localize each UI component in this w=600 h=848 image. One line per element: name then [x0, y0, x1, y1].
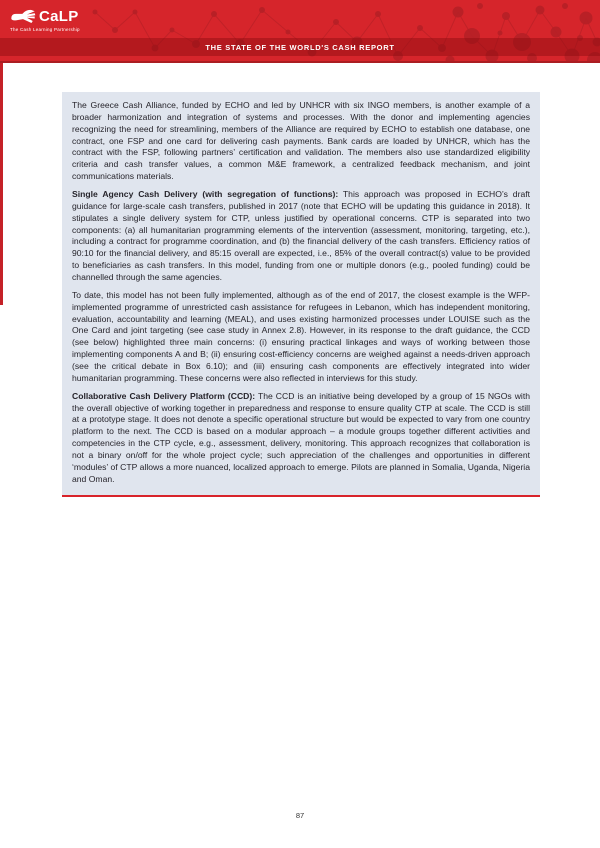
left-edge-stripe-decoration [0, 63, 3, 305]
paragraph-text: This approach was proposed in ECHO’s draft guidance for large-scale cash transfers, published in 2017 (note that ECHO will be updating this guidance in 2018). It stipulates a single delivery system for CTP, unless justified by operational concerns. CTP is separated into two components: (a) all humanitarian programming elements of the intervention (assessment, monitoring, targeting, etc.), including a contract for programme coordination, and (b) the financial delivery of the cash transfers. Efficiency ratios of 90:10 for the financial delivery, and 85:15 overall are expected, i.e., 85% of the overall contract(s) value to be provided to beneficiaries as cash transfers. In this model, funding from one or multiple donors (e.g., pooled funding) could be channelled through the same agencies. [72, 189, 531, 283]
paragraph-greece-cash-alliance [72, 100, 530, 183]
highlight-text-box [62, 92, 540, 497]
page-number: 87 [295, 811, 305, 820]
paragraph-text: The CCD is an initiative being developed by a group of 15 NGOs with the overall objective of working together in preparedness and response to ensure quality CTP at scale. The CCD is still at a prototype stage. It does not denote a specific operational structure but would be expected to vary from one country platform to the next. The CCD is based on a modular approach – a module groups together different activities and competencies in the CTP cycle, e.g., assessment, delivery, monitoring. This approach recognizes that collaboration is not a binary on/off for the whole project cycle; such appreciation of the challenges and opportunities in different ‘modules’ of CTP allows a more nuanced, localized approach to emerge. Pilots are planned in Somalia, Uganda, Nigeria and Oman. [72, 390, 531, 484]
paragraph-single-agency-cash-delivery [72, 189, 530, 284]
paragraph-collaborative-cash-delivery [72, 391, 530, 486]
report-header [0, 0, 600, 63]
paragraph-text: To date, this model has not been fully implemented, although as of the end of 2017, the closest example is the WFP-implemented programme of unrestricted cash assistance for refugees in Lebanon, which has independent monitoring, evaluation, accountability and learning (MEAL), and uses existing harmonized processes under LOUISE such as the One Card and joint targeting (see case study in Annex 2.8). However, in its response to the draft guidance, the CCD (see below) highlighted three main concerns: (i) ensuring practical linkages and ways of working between those implementing components A and B; (ii) ensuring cost-efficiency concerns are weighed against a needs-driven approach (see the critical debate in Box 6.10); and (iii) ensuring cash components are effectively integrated into wider humanitarian programming. These concerns were also reflected in interviews for this study. [72, 289, 530, 383]
calp-logo [10, 8, 80, 32]
paragraph-model-implementation [72, 290, 530, 385]
logo-wordmark: CaLP [39, 8, 79, 25]
paragraph-text: The Greece Cash Alliance, funded by ECHO and led by UNHCR with six INGO members, is another example of a broader harmonization and integration of systems and processes. With the donor and implementing agencies recognizing the need for streamlining, members of the Alliance are required by ECHO to establish one database, one contract, one FSP and one card for delivering cash payments. Bank cards are loaded by UNHCR, which has the contract with the FSP, following partners’ certification and validation. The members also use standardized eligibility criteria and cash transfer values, a common M&E framework, a centralized feedback mechanism, and joint communications materials. [72, 100, 530, 182]
hand-icon [10, 8, 36, 25]
report-title-band [0, 38, 600, 56]
report-title: THE STATE OF THE WORLD'S CASH REPORT [205, 42, 395, 52]
paragraph-lead: Single Agency Cash Delivery (with segregation of functions): [72, 189, 339, 200]
logo-tagline: The Cash Learning Partnership [10, 26, 80, 32]
paragraph-lead: Collaborative Cash Delivery Platform (CCD): [72, 390, 256, 401]
